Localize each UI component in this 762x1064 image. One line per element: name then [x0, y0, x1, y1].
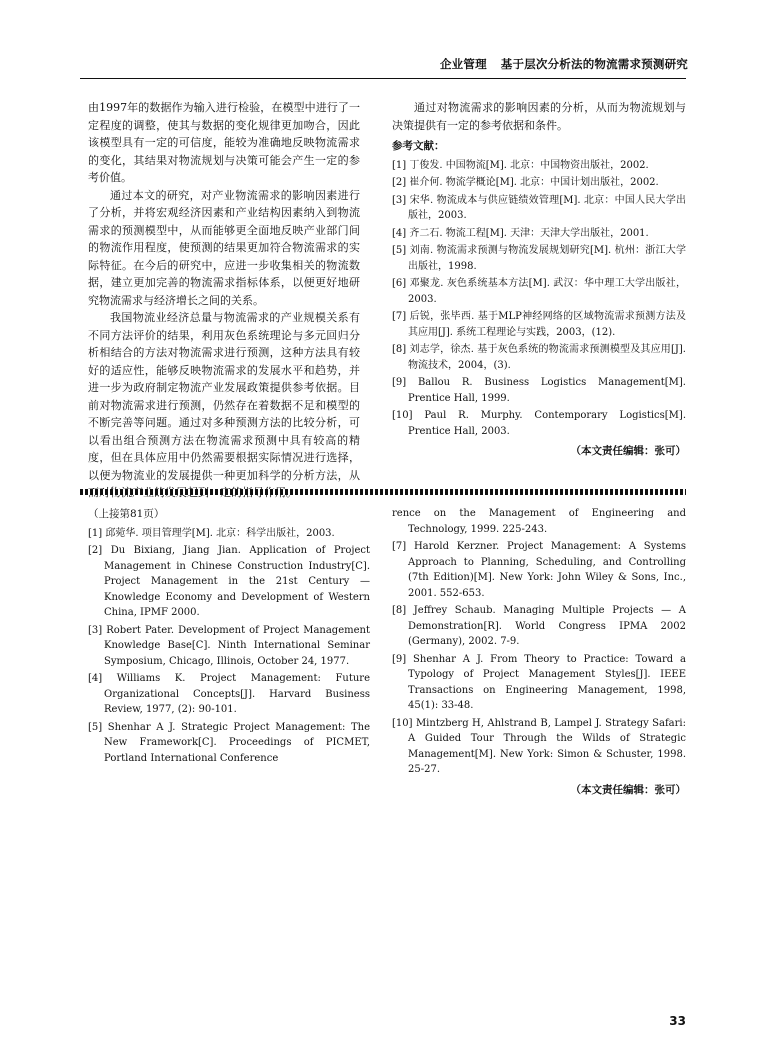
article-body-left [88, 99, 360, 482]
editor-note: （本文责任编辑：张可） [570, 783, 686, 796]
reference-item: [2] Du Bixiang, Jiang Jian. Application of Project Management in Chinese Construction Industry[C]. Project Management in the 21st Century — Knowledge Economy and Development of Western China, IPMF 2000. [88, 545, 370, 618]
page-number: 33 [669, 1014, 686, 1028]
reference-item: [2] 崔介何. 物流学概论[M]. 北京：中国计划出版社，2002. [392, 177, 659, 188]
body-paragraph: 由1997年的数据作为输入进行检验，在模型中进行了一定程度的调整，使其与数据的变化规律更加吻合，因此该模型具有一定的可信度，能较为准确地反映物流需求的变化，其结果对物流规划与决策可能会产生一定的参考价值。 [88, 101, 360, 184]
reference-item: [9] Shenhar A J. From Theory to Practice: Toward a Typology of Project Management Styles[J]. IEEE Transactions on Engineering Management, 1998, 45(1): 33-48. [392, 653, 686, 711]
header-section: 企业管理 [439, 57, 487, 71]
reference-item: [10] Paul R. Murphy. Contemporary Logistics[M]. Prentice Hall, 2003. [392, 410, 686, 437]
reference-item: [8] 刘志学，徐杰. 基于灰色系统的物流需求预测模型及其应用[J]. 物流技术，2004，(3). [392, 344, 686, 371]
reference-item: [3] Robert Pater. Development of Project Management Knowledge Base[C]. Ninth International Seminar Symposium, Chicago, Illinois, October 24, 1977. [88, 624, 370, 667]
reference-item: [7] 后锐，张毕西. 基于MLP神经网络的区域物流需求预测方法及其应用[J]. 系统工程理论与实践，2003，(12). [392, 311, 686, 338]
continued-label: （上接第81页） [88, 508, 165, 520]
reference-item: [4] 齐二石. 物流工程[M]. 天津：天津大学出版社，2001. [392, 227, 649, 239]
reference-item: [7] Harold Kerzner. Project Management: A Systems Approach to Planning, Scheduling, and Controlling (7th Edition)[M]. New York: John Wiley & Sons, Inc., 2001. 552-653. [392, 541, 686, 599]
article-body-right [392, 99, 686, 479]
header-title: 基于层次分析法的物流需求预测研究 [500, 57, 688, 71]
reference-item: [5] 刘南. 物流需求预测与物流发展规划研究[M]. 杭州：浙江大学出版社，1998. [392, 245, 686, 272]
continued-references-left [88, 506, 370, 866]
body-paragraph: 我国物流业经济总量与物流需求的产业规模关系有不同方法评价的结果，利用灰色系统理论与多元回归分析相结合的方法对物流需求进行预测，这种方法具有较好的适应性，能够反映物流需求的发展水平和趋势，并进一步为政府制定物流产业发展政策提供参考依据。目前对物流需求进行预测，仍然存在着数据不足和模型的不断完善等问题。通过对多种预测方法的比较分析，可以看出组合预测方法在物流需求预测中具有较高的精度，但在具体应用中仍然需要根据实际情况进行选择，以便为物流业的发展提供一种更加科学的分析方法，从 [88, 311, 360, 482]
body-paragraph: 通过本文的研究，对产业物流需求的影响因素进行了分析，并将宏观经济因素和产业结构因素纳入到物流需求的预测模型中，从而能够更全面地反映产业部门间的物流作用程度，使预测的结果更加符合物流需求的实际特征。在今后的研究中，应进一步收集相关的物流数据，建立更加完善的物流需求指标体系，以便更好地研究物流需求与经济增长之间的关系。 [88, 188, 360, 307]
section-divider [80, 489, 686, 495]
references-heading: 参考文献： [392, 140, 445, 152]
reference-item: [9] Ballou R. Business Logistics Management[M]. Prentice Hall, 1999. [392, 377, 686, 404]
editor-note: （本文责任编辑：张可） [570, 445, 686, 457]
body-paragraph: 通过对物流需求的影响因素的分析，从而为物流规划与决策提供有一定的参考依据和条件。 [392, 101, 686, 132]
reference-item: [8] Jeffrey Schaub. Managing Multiple Projects — A Demonstration[R]. World Congress IPMA 2002 (Germany), 2002. 7-9. [392, 605, 686, 647]
reference-item: [10] Mintzberg H, Ahlstrand B, Lampel J. Strategy Safari: A Guided Tour Through the Wilds of Strategic Management[M]. New York: Simon & Schuster, 1998. 25-27. [392, 717, 686, 775]
reference-item: [4] Williams K. Project Management: Future Organizational Concepts[J]. Harvard Business Review, 1977, (2): 90-101. [88, 673, 370, 715]
continued-references-right [392, 506, 686, 866]
header-rule [80, 78, 686, 79]
reference-item: rence on the Management of Engineering and Technology, 1999. 225-243. [392, 508, 686, 535]
reference-item: [5] Shenhar A J. Strategic Project Management: The New Framework[C]. Proceedings of PICMET, Portland International Conference [88, 721, 370, 764]
running-header [80, 56, 688, 72]
reference-item: [3] 宋华. 物流成本与供应链绩效管理[M]. 北京：中国人民大学出版社，2003. [392, 194, 686, 221]
reference-item: [1] 丁俊发. 中国物流[M]. 北京：中国物资出版社，2002. [392, 159, 649, 171]
reference-item: [6] 邓聚龙. 灰色系统基本方法[M]. 武汉：华中理工大学出版社，2003. [392, 278, 686, 305]
reference-item: [1] 邱菀华. 项目管理学[M]. 北京：科学出版社，2003. [88, 527, 335, 539]
